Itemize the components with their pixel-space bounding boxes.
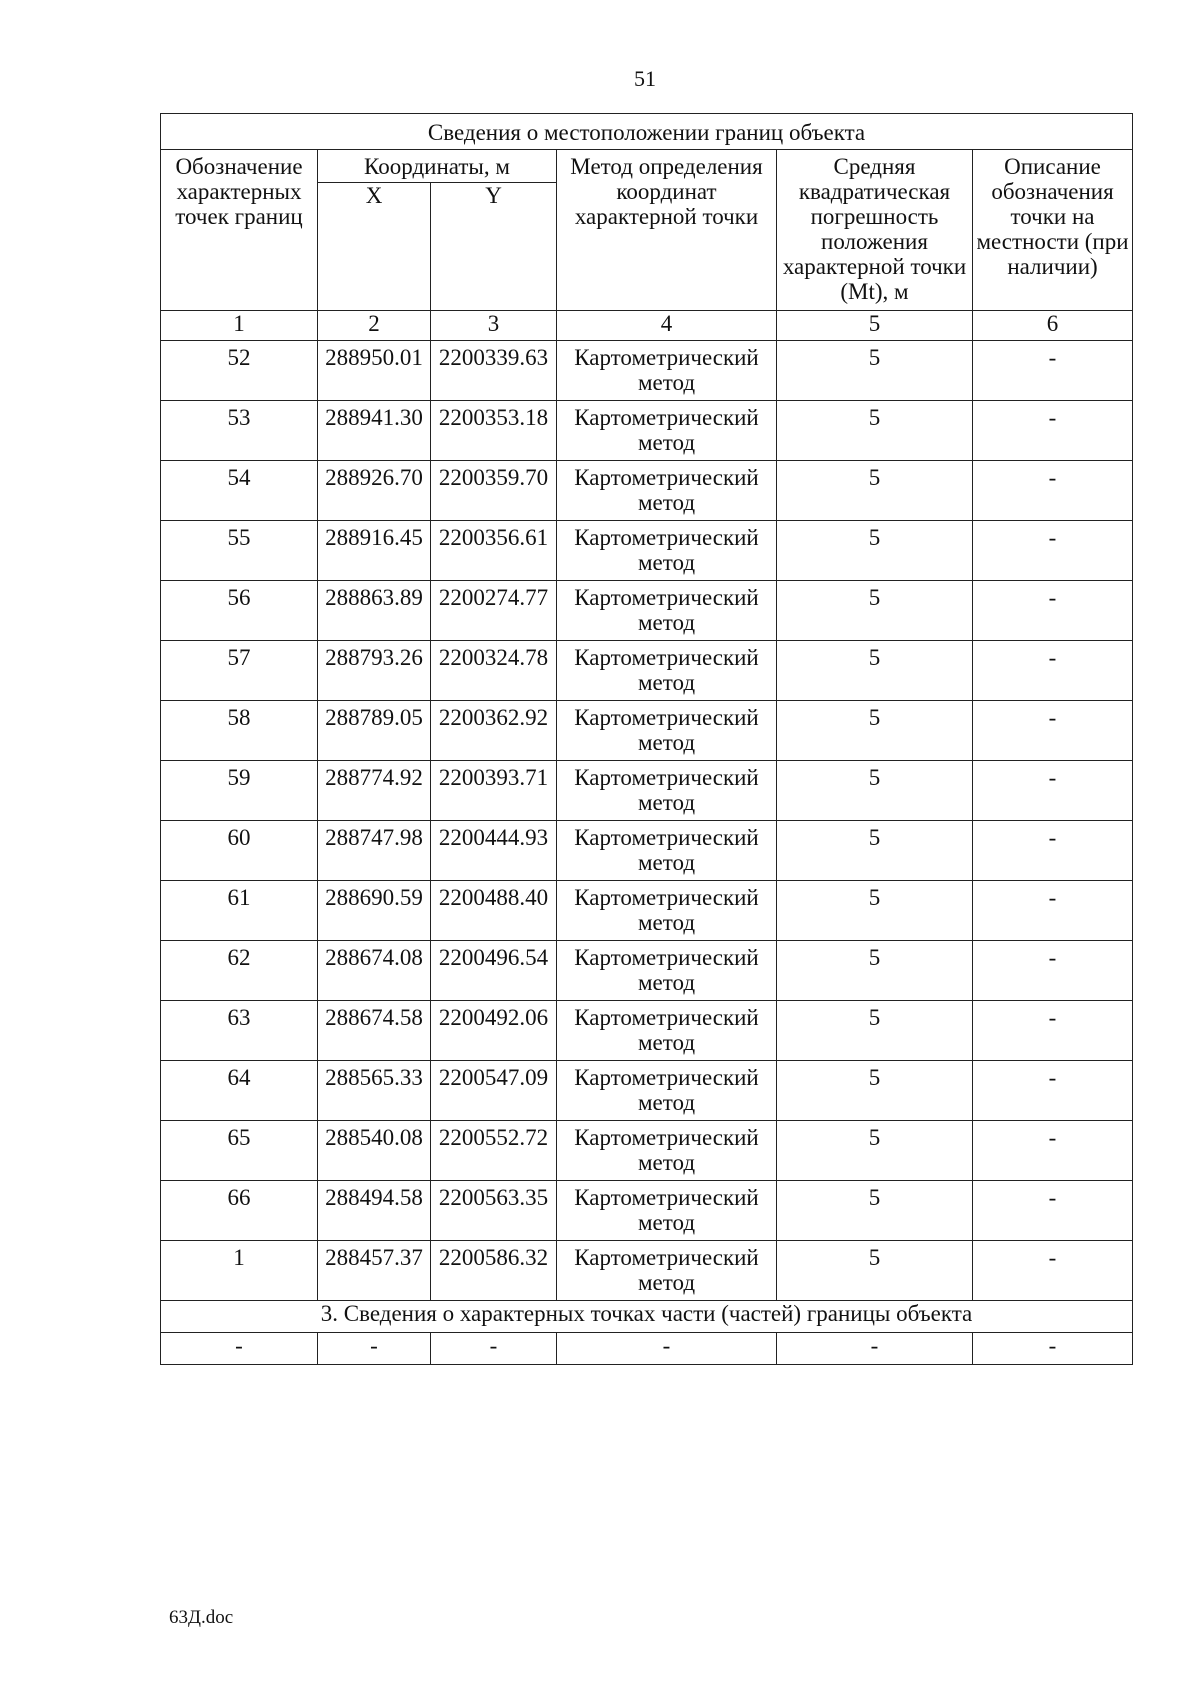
column-number: 4: [557, 311, 777, 341]
empty-cell: -: [973, 1333, 1133, 1365]
y-coordinate-cell: 2200353.18: [431, 401, 557, 461]
point-number-cell: 60: [161, 821, 318, 881]
mean-error-cell: 5: [777, 641, 973, 701]
column-number: 3: [431, 311, 557, 341]
y-coordinate-cell: 2200359.70: [431, 461, 557, 521]
mean-error-cell: 5: [777, 1061, 973, 1121]
mean-error-cell: 5: [777, 761, 973, 821]
point-number-cell: 1: [161, 1241, 318, 1301]
description-cell: -: [973, 1001, 1133, 1061]
mean-error-cell: 5: [777, 701, 973, 761]
point-number-cell: 65: [161, 1121, 318, 1181]
point-number-cell: 56: [161, 581, 318, 641]
header-method: Метод определения координат характерной точки: [557, 150, 777, 311]
method-cell: Картометрический метод: [557, 1121, 777, 1181]
y-coordinate-cell: 2200362.92: [431, 701, 557, 761]
mean-error-cell: 5: [777, 521, 973, 581]
point-number-cell: 54: [161, 461, 318, 521]
y-coordinate-cell: 2200393.71: [431, 761, 557, 821]
x-coordinate-cell: 288674.08: [318, 941, 431, 1001]
mean-error-cell: 5: [777, 1241, 973, 1301]
description-cell: -: [973, 401, 1133, 461]
x-coordinate-cell: 288457.37: [318, 1241, 431, 1301]
section3-title: 3. Сведения о характерных точках части (частей) границы объекта: [161, 1301, 1133, 1333]
column-numbers-row: [161, 311, 1133, 341]
method-cell: Картометрический метод: [557, 1181, 777, 1241]
description-cell: -: [973, 641, 1133, 701]
header-x: X: [318, 183, 431, 311]
description-cell: -: [973, 1121, 1133, 1181]
mean-error-cell: 5: [777, 581, 973, 641]
point-number-cell: 55: [161, 521, 318, 581]
table-row: [161, 1181, 1133, 1241]
empty-cell: -: [431, 1333, 557, 1365]
x-coordinate-cell: 288747.98: [318, 821, 431, 881]
method-cell: Картометрический метод: [557, 521, 777, 581]
mean-error-cell: 5: [777, 1181, 973, 1241]
x-coordinate-cell: 288690.59: [318, 881, 431, 941]
description-cell: -: [973, 881, 1133, 941]
y-coordinate-cell: 2200496.54: [431, 941, 557, 1001]
column-number: 1: [161, 311, 318, 341]
x-coordinate-cell: 288926.70: [318, 461, 431, 521]
description-cell: -: [973, 701, 1133, 761]
mean-error-cell: 5: [777, 941, 973, 1001]
mean-error-cell: 5: [777, 821, 973, 881]
point-number-cell: 61: [161, 881, 318, 941]
column-number: 5: [777, 311, 973, 341]
table-row: [161, 941, 1133, 1001]
x-coordinate-cell: 288950.01: [318, 341, 431, 401]
page-number: 51: [634, 66, 656, 91]
header-row: [161, 150, 1133, 183]
method-cell: Картометрический метод: [557, 461, 777, 521]
description-cell: -: [973, 461, 1133, 521]
method-cell: Картометрический метод: [557, 401, 777, 461]
x-coordinate-cell: 288793.26: [318, 641, 431, 701]
table-row: [161, 1061, 1133, 1121]
table-row: [161, 1001, 1133, 1061]
footer-filename: 63Д.doc: [169, 1607, 234, 1628]
x-coordinate-cell: 288941.30: [318, 401, 431, 461]
point-number-cell: 57: [161, 641, 318, 701]
table-row: [161, 821, 1133, 881]
mean-error-cell: 5: [777, 401, 973, 461]
table-row: [161, 641, 1133, 701]
method-cell: Картометрический метод: [557, 1061, 777, 1121]
point-number-cell: 52: [161, 341, 318, 401]
mean-error-cell: 5: [777, 881, 973, 941]
mean-error-cell: 5: [777, 341, 973, 401]
table-row: [161, 1121, 1133, 1181]
section3-empty-row: [161, 1333, 1133, 1365]
method-cell: Картометрический метод: [557, 341, 777, 401]
table-row: [161, 461, 1133, 521]
header-mean-error: Средняя квадратическая погрешность положения характерной точки (Mt), м: [777, 150, 973, 311]
table-title-row: [161, 114, 1133, 150]
method-cell: Картометрический метод: [557, 701, 777, 761]
point-number-cell: 62: [161, 941, 318, 1001]
y-coordinate-cell: 2200444.93: [431, 821, 557, 881]
method-cell: Картометрический метод: [557, 1241, 777, 1301]
table-row: [161, 341, 1133, 401]
header-coordinates: Координаты, м: [318, 150, 557, 183]
section3-title-row: [161, 1301, 1133, 1333]
y-coordinate-cell: 2200339.63: [431, 341, 557, 401]
x-coordinate-cell: 288774.92: [318, 761, 431, 821]
y-coordinate-cell: 2200274.77: [431, 581, 557, 641]
x-coordinate-cell: 288540.08: [318, 1121, 431, 1181]
mean-error-cell: 5: [777, 1001, 973, 1061]
y-coordinate-cell: 2200552.72: [431, 1121, 557, 1181]
description-cell: -: [973, 1061, 1133, 1121]
header-point-designation: Обозначение характерных точек границ: [161, 150, 318, 311]
table-row: [161, 1241, 1133, 1301]
method-cell: Картометрический метод: [557, 881, 777, 941]
description-cell: -: [973, 521, 1133, 581]
x-coordinate-cell: 288789.05: [318, 701, 431, 761]
boundary-table: [160, 113, 1133, 1365]
description-cell: -: [973, 821, 1133, 881]
mean-error-cell: 5: [777, 461, 973, 521]
column-number: 6: [973, 311, 1133, 341]
description-cell: -: [973, 761, 1133, 821]
table-row: [161, 701, 1133, 761]
method-cell: Картометрический метод: [557, 581, 777, 641]
method-cell: Картометрический метод: [557, 761, 777, 821]
y-coordinate-cell: 2200563.35: [431, 1181, 557, 1241]
y-coordinate-cell: 2200586.32: [431, 1241, 557, 1301]
y-coordinate-cell: 2200324.78: [431, 641, 557, 701]
point-number-cell: 64: [161, 1061, 318, 1121]
x-coordinate-cell: 288565.33: [318, 1061, 431, 1121]
x-coordinate-cell: 288916.45: [318, 521, 431, 581]
point-number-cell: 59: [161, 761, 318, 821]
mean-error-cell: 5: [777, 1121, 973, 1181]
method-cell: Картометрический метод: [557, 821, 777, 881]
x-coordinate-cell: 288494.58: [318, 1181, 431, 1241]
empty-cell: -: [318, 1333, 431, 1365]
method-cell: Картометрический метод: [557, 941, 777, 1001]
x-coordinate-cell: 288674.58: [318, 1001, 431, 1061]
point-number-cell: 53: [161, 401, 318, 461]
description-cell: -: [973, 941, 1133, 1001]
description-cell: -: [973, 341, 1133, 401]
method-cell: Картометрический метод: [557, 1001, 777, 1061]
y-coordinate-cell: 2200547.09: [431, 1061, 557, 1121]
header-description: Описание обозначения точки на местности (при наличии): [973, 150, 1133, 311]
table-row: [161, 581, 1133, 641]
description-cell: -: [973, 1241, 1133, 1301]
description-cell: -: [973, 581, 1133, 641]
y-coordinate-cell: 2200356.61: [431, 521, 557, 581]
empty-cell: -: [777, 1333, 973, 1365]
point-number-cell: 58: [161, 701, 318, 761]
x-coordinate-cell: 288863.89: [318, 581, 431, 641]
empty-cell: -: [161, 1333, 318, 1365]
empty-cell: -: [557, 1333, 777, 1365]
table-row: [161, 761, 1133, 821]
table-row: [161, 521, 1133, 581]
y-coordinate-cell: 2200488.40: [431, 881, 557, 941]
point-number-cell: 66: [161, 1181, 318, 1241]
table-row: [161, 401, 1133, 461]
point-number-cell: 63: [161, 1001, 318, 1061]
table-title: Сведения о местоположении границ объекта: [161, 114, 1133, 150]
description-cell: -: [973, 1181, 1133, 1241]
y-coordinate-cell: 2200492.06: [431, 1001, 557, 1061]
header-y: Y: [431, 183, 557, 311]
column-number: 2: [318, 311, 431, 341]
method-cell: Картометрический метод: [557, 641, 777, 701]
table-row: [161, 881, 1133, 941]
